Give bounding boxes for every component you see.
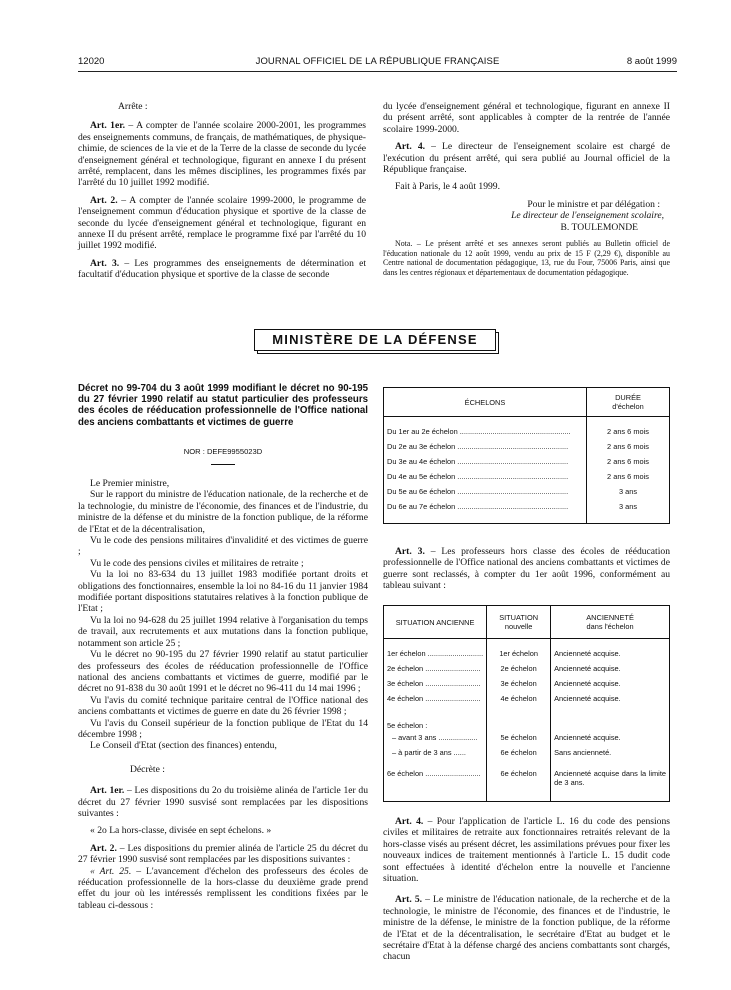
table-row: 1er échelon ........................... 1er échelon Ancienneté acquise. [384,649,670,664]
preamble-line: Vu l'avis du comité technique paritaire central de l'Office national des anciens combattants et victimes de guerre en date du 26 février 1998 ; [78,694,368,718]
header-rule [78,71,677,72]
journal-title: JOURNAL OFFICIEL DE LA RÉPUBLIQUE FRANÇAISE [255,56,500,67]
decree-article-3: Art. 3. – Les professeurs hors classe des écoles de rééducation professionnelle de l'Office national des anciens combattants et victimes de guerre sont reclassés, à compter du 1er août 1996, conformément au tableau suivant : [383,546,670,592]
issue-date: 8 août 1999 [626,56,677,67]
table-row: 4e échelon ........................... 4e échelon Ancienneté acquise. [384,694,670,709]
column-header: ÉCHELONS [384,388,587,417]
decree-articles-4-5 [383,816,670,969]
delegation-line: Pour le ministre et par délégation : [527,198,660,210]
preamble-line: Vu le décret no 90-195 du 27 février 1990 relatif au statut particulier des professeurs des écoles de rééducation professionnelle de l'Office national des anciens combattants et victimes de guerre, modifié par le décret no 91-838 du 30 août 1991 et le décret no 96-411 du 14 mai 1996 ; [78,649,368,695]
decree-article-4: Art. 4. – Pour l'application de l'article L. 16 du code des pensions civiles et militaires de retraite aux fonctionnaires retraités relevant de la hors-classe visés au présent décret, les assimilations prévues pour fixer les nouveaux indices de traitement mentionnés à l'article L. 15 dudit code sont effectuées à identité d'échelon entre la nouvelle et l'ancienne situation. [383,816,670,885]
page-header [78,56,677,70]
signatory: B. TOULEMONDE [560,221,638,233]
decrete-line: Décrète : [130,763,165,775]
column-header: SITUATION ANCIENNE [384,606,487,639]
arrete-article-4: Art. 4. – Le directeur de l'enseignement scolaire est chargé de l'exécution du présent arrêté, qui sera publié au Journal officiel de la République française. [383,141,670,176]
table-header-row [384,606,670,639]
decree-title: Décret no 99-704 du 3 août 1999 modifiant le décret no 90-195 du 27 février 1990 relatif au statut particulier des professeurs des écoles de rééducation professionnelle de l'Office national des anciens combattants et victimes de guerre [78,383,368,428]
page-number: 12020 [78,56,105,67]
decree-article-2: Art. 2. – Les dispositions du premier alinéa de l'article 25 du décret du 27 février 1990 susvisé sont remplacées par les dispositions suivantes : [78,842,368,866]
table-row: Du 4e au 5e échelon ...................................................... 2 ans 6 mois [384,472,670,487]
preamble-line: Vu le code des pensions militaires d'invalidité et des victimes de guerre ; [78,535,368,558]
table-row: – à partir de 3 ans ...... 6e échelon Sans ancienneté. [384,748,670,769]
table-row: Du 1er au 2e échelon ...................................................... 2 ans 6 mois [384,427,670,442]
table-row: Du 6e au 7e échelon ...................................................... 3 ans [384,502,670,517]
column-header: DURÉE d'échelon [587,388,670,417]
arrete-article-2: Art. 2. – A compter de l'année scolaire 1999-2000, le programme de l'enseignement commun d'éducation physique et sportive de la classe de seconde du lycée d'enseignement général et technologique, figurant en annexe II du présent arrêté, remplace le programme fixé par l'arrêté du 10 juillet 1992 modifié. [78,194,366,252]
table-header-row [384,388,670,417]
table-row: Du 3e au 4e échelon ...................................................... 2 ans 6 mois [384,457,670,472]
decree-article-1: Art. 1er. – Les dispositions du 2o du troisième alinéa de l'article 1er du décret du 27 février 1990 susvisé sont remplacées par les dispositions suivantes : [78,785,368,819]
preamble-line: Le Conseil d'Etat (section des finances) entendu, [90,740,277,752]
table-row: Du 5e au 6e échelon ...................................................... 3 ans [384,487,670,502]
preamble-line: Sur le rapport du ministre de l'éducation nationale, de la recherche et de la technologie, du ministre de l'économie, des finances et de l'industrie, du ministre de la défense et du ministre de la fonction publique, de la réforme de l'Etat et de la décentralisation, [78,489,368,535]
arrete-article-1: Art. 1er. – A compter de l'année scolaire 2000-2001, les programmes des enseignements communs, de français, de mathématiques, de physique-chimie, de sciences de la vie et de la Terre de la classe de seconde du lycée d'enseignement général et technologique, figurant en annexe I du présent arrêté, remplacent, dans les mêmes disciplines, les programmes fixés par l'arrêté du 10 juillet 1992 modifié. [78,120,366,189]
table-row: 3e échelon ........................... 3e échelon Ancienneté acquise. [384,679,670,694]
decree-article-5: Art. 5. – Le ministre de l'éducation nationale, de la recherche et de la technologie, le ministre de l'économie, des finances et de l'industrie, le ministre de la défense, le ministre de la fonction publique, de la réforme de l'Etat et de la décentralisation, le secrétaire d'Etat au budget et le secrétaire d'Etat à la défense chargé des anciens combattants sont chargés, chacun [383,894,670,963]
nor-rule [211,464,235,465]
top-right-column [383,101,670,283]
decree-body-left [78,478,368,917]
arrete-continuation: du lycée d'enseignement général et technologique, figurant en annexe II du présent arrêté, sont applicables à compter de la rentrée de l'année scolaire 1999-2000. [383,101,670,135]
column-header: SITUATION nouvelle [487,606,551,639]
nor-reference: NOR : DEFE9955023D [183,447,263,456]
echelon-duration-table [383,387,670,524]
preamble-line: Vu le code des pensions civiles et militaires de retraite ; [90,557,304,569]
preamble-line: Vu la loi no 83-634 du 13 juillet 1983 modifiée portant droits et obligations des fonctionnaires, ensemble la loi no 84-16 du 11 janvier 1984 modifiée portant dispositions statutaires relatives à la fonction publique de l'Etat ; [78,569,368,615]
table-row: 6e échelon ........................... 6e échelon Ancienneté acquise dans la limite de 3 ans. [384,769,670,795]
top-left-column [78,101,366,287]
column-header: ANCIENNETÉ dans l'échelon [551,606,670,639]
nota-text: Nota. – Le présent arrêté et ses annexes seront publiés au Bulletin officiel de l'éducation nationale du 12 août 1999, vendu au prix de 15 F (2,29 €), disponible au Centre national de documentation pédagogique, 13, rue du Four, 75006 Paris, ainsi que dans les centres régionaux et départementaux de documentation pédagogique. [383,239,670,277]
preamble-line: Vu la loi no 94-628 du 25 juillet 1994 relative à l'organisation du temps de travail, aux recrutements et aux mutations dans la fonction publique, notamment son article 25 ; [78,614,368,649]
table-row: – avant 3 ans ................... 5e échelon Ancienneté acquise. [384,733,670,748]
decree-article-2-quote: « Art. 25. – L'avancement d'échelon des professeurs des écoles de rééducation professionnelle de la hors-classe du deuxième grade prend effet du jour où les intéressés remplissent les conditions fixées par le tableau ci-dessous : [78,865,368,911]
fait-line: Fait à Paris, le 4 août 1999. [395,181,500,193]
ministry-heading: MINISTÈRE DE LA DÉFENSE [254,329,496,351]
preamble-line: Le Premier ministre, [90,478,170,489]
reclassification-table [383,605,670,802]
director-line: Le directeur de l'enseignement scolaire, [511,210,664,222]
preamble-line: Vu l'avis du Conseil supérieur de la fonction publique de l'Etat du 14 décembre 1998 ; [78,717,368,740]
table-row: 2e échelon ........................... 2e échelon Ancienneté acquise. [384,664,670,679]
arrete-line: Arrête : [118,101,148,112]
table-row: Du 2e au 3e échelon ...................................................... 2 ans 6 mois [384,442,670,457]
arrete-article-3: Art. 3. – Les programmes des enseignements de détermination et facultatif d'éducation physique et sportive de la classe de seconde [78,257,367,281]
table-row: 5e échelon : [384,709,670,733]
decree-article-1-quote: « 2o La hors-classe, divisée en sept échelons. » [90,825,272,837]
